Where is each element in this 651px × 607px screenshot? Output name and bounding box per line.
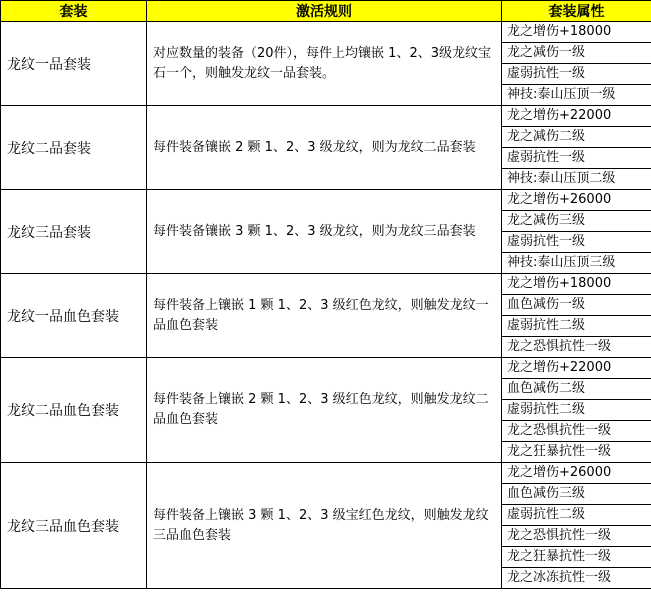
set-attribute-cell: 龙之增伤+18000: [502, 274, 651, 295]
set-attribute-cell: 龙之增伤+26000: [502, 463, 651, 484]
table-row: [1, 106, 651, 127]
set-name-cell: 龙纹三品血色套装: [1, 463, 147, 589]
set-attribute-cell: 血色减伤三级: [502, 484, 651, 505]
set-attribute-cell: 虚弱抗性一级: [502, 64, 651, 85]
set-attribute-cell: 神技:泰山压顶一级: [502, 85, 651, 106]
table-row: [1, 190, 651, 211]
set-attribute-cell: 龙之增伤+26000: [502, 190, 651, 211]
set-attribute-cell: 龙之恐惧抗性一级: [502, 337, 651, 358]
set-attribute-cell: 神技:泰山压顶三级: [502, 253, 651, 274]
activation-rule-cell: 每件装备镶嵌 3 颗 1、2、3 级龙纹，则为龙纹三品套装: [147, 190, 502, 274]
set-attribute-cell: 虚弱抗性一级: [502, 232, 651, 253]
set-name-cell: 龙纹一品血色套装: [1, 274, 147, 358]
set-attribute-cell: 龙之减伤三级: [502, 211, 651, 232]
set-attribute-cell: 血色减伤二级: [502, 379, 651, 400]
activation-rule-cell: 每件装备镶嵌 2 颗 1、2、3 级龙纹，则为龙纹二品套装: [147, 106, 502, 190]
set-attribute-cell: 龙之冰冻抗性一级: [502, 568, 651, 589]
set-attribute-cell: 龙之减伤二级: [502, 127, 651, 148]
header-row: [1, 1, 651, 22]
set-attribute-cell: 龙之增伤+22000: [502, 358, 651, 379]
set-name-cell: 龙纹一品套装: [1, 22, 147, 106]
activation-rule-cell: 每件装备上镶嵌 1 颗 1、2、3 级红色龙纹，则触发龙纹一品血色套装: [147, 274, 502, 358]
table-row: [1, 463, 651, 484]
set-attribute-cell: 虚弱抗性二级: [502, 316, 651, 337]
header-set: 套装: [1, 1, 147, 22]
set-attribute-cell: 龙之恐惧抗性一级: [502, 421, 651, 442]
set-attribute-cell: 虚弱抗性二级: [502, 400, 651, 421]
set-attribute-cell: 虚弱抗性二级: [502, 505, 651, 526]
table-row: [1, 274, 651, 295]
set-name-cell: 龙纹二品血色套装: [1, 358, 147, 463]
set-attribute-cell: 血色减伤一级: [502, 295, 651, 316]
set-name-cell: 龙纹二品套装: [1, 106, 147, 190]
activation-rule-cell: 对应数量的装备（20件），每件上均镶嵌 1、2、3级龙纹宝石一个，则触发龙纹一品套装。: [147, 22, 502, 106]
set-attribute-cell: 龙之增伤+22000: [502, 106, 651, 127]
table-row: [1, 358, 651, 379]
activation-rule-cell: 每件装备上镶嵌 3 颗 1、2、3 级宝红色龙纹，则触发龙纹三品血色套装: [147, 463, 502, 589]
table-row: [1, 22, 651, 43]
set-name-cell: 龙纹三品套装: [1, 190, 147, 274]
set-attribute-cell: 龙之狂暴抗性一级: [502, 547, 651, 568]
activation-rule-cell: 每件装备上镶嵌 2 颗 1、2、3 级红色龙纹，则触发龙纹二品血色套装: [147, 358, 502, 463]
set-attribute-cell: 龙之狂暴抗性一级: [502, 442, 651, 463]
set-attribute-cell: 龙之减伤一级: [502, 43, 651, 64]
table-body: [1, 22, 651, 589]
header-rule: 激活规则: [147, 1, 502, 22]
set-attribute-cell: 神技:泰山压顶二级: [502, 169, 651, 190]
set-attribute-cell: 虚弱抗性一级: [502, 148, 651, 169]
header-attrs: 套装属性: [502, 1, 651, 22]
set-attribute-cell: 龙之恐惧抗性一级: [502, 526, 651, 547]
set-attribute-cell: 龙之增伤+18000: [502, 22, 651, 43]
